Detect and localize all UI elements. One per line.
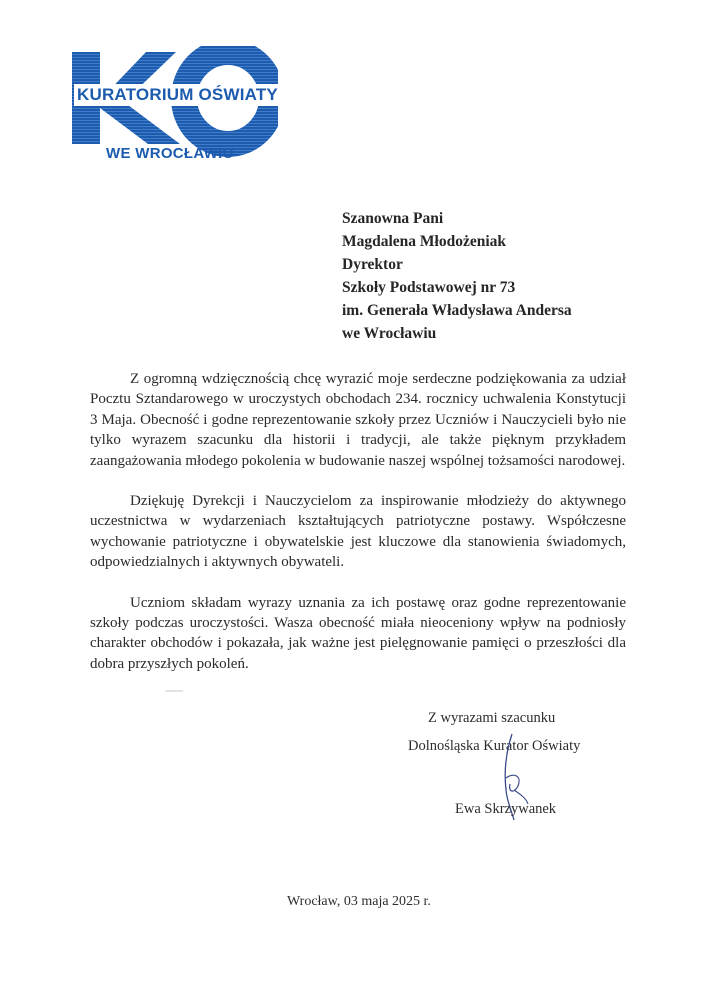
recipient-block [342, 207, 572, 345]
kuratorium-logo [68, 46, 278, 166]
body-paragraph: Uczniom składam wyrazy uznania za ich postawę oraz godne reprezentowanie szkoły podczas uroczystości. Wasza obecność miała nieoceniony wpływ na podniosły charakter obchodów i pokazała, jak ważne jest pielęgnowanie pamięci o przeszłości dla dobra przyszłych pokoleń. [90, 594, 626, 672]
place-date: Wrocław, 03 maja 2025 r. [287, 894, 431, 909]
recipient-name: Magdalena Młodożeniak [342, 233, 507, 250]
closing-title: Dolnośląska Kurator Oświaty [408, 738, 581, 754]
recipient-school: Szkoły Podstawowej nr 73 [342, 279, 516, 296]
letter-body [90, 369, 626, 694]
scan-speck [165, 690, 183, 692]
recipient-city: we Wrocławiu [342, 325, 437, 342]
body-paragraph: Z ogromną wdzięcznością chcę wyrazić moje serdeczne podziękowania za udział Pocztu Sztandarowego w uroczystych obchodach 234. rocznicy uchwalenia Konstytucji 3 Maja. Obecność i godne reprezentowanie szkoły przez Uczniów i Nauczycieli było nie tylko wyrazem szacunku dla historii i tradycji, ale także pięknym przykładem zaangażowania młodego pokolenia w budowanie naszej wspólnej tożsamości narodowej. [90, 371, 626, 469]
logo-line-2: WE WROCŁAWIU [106, 145, 234, 162]
signer-name: Ewa Skrzywanek [455, 801, 557, 817]
recipient-school-patron: im. Generała Władysława Andersa [342, 302, 572, 319]
body-paragraph: Dziękuję Dyrekcji i Nauczycielom za inspirowanie młodzieży do aktywnego uczestnictwa w wydarzeniach kształtujących patriotyczne postawy. Współczesne wychowanie patriotyczne i obywatelskie jest kluczowe dla stanowienia świadomych, odpowiedzialnych i aktywnych obywateli. [90, 493, 626, 571]
recipient-salutation: Szanowna Pani [342, 210, 444, 227]
closing-salutation: Z wyrazami szacunku [428, 710, 556, 726]
logo-line-1: KURATORIUM OŚWIATY [74, 84, 281, 106]
recipient-position: Dyrektor [342, 256, 403, 273]
